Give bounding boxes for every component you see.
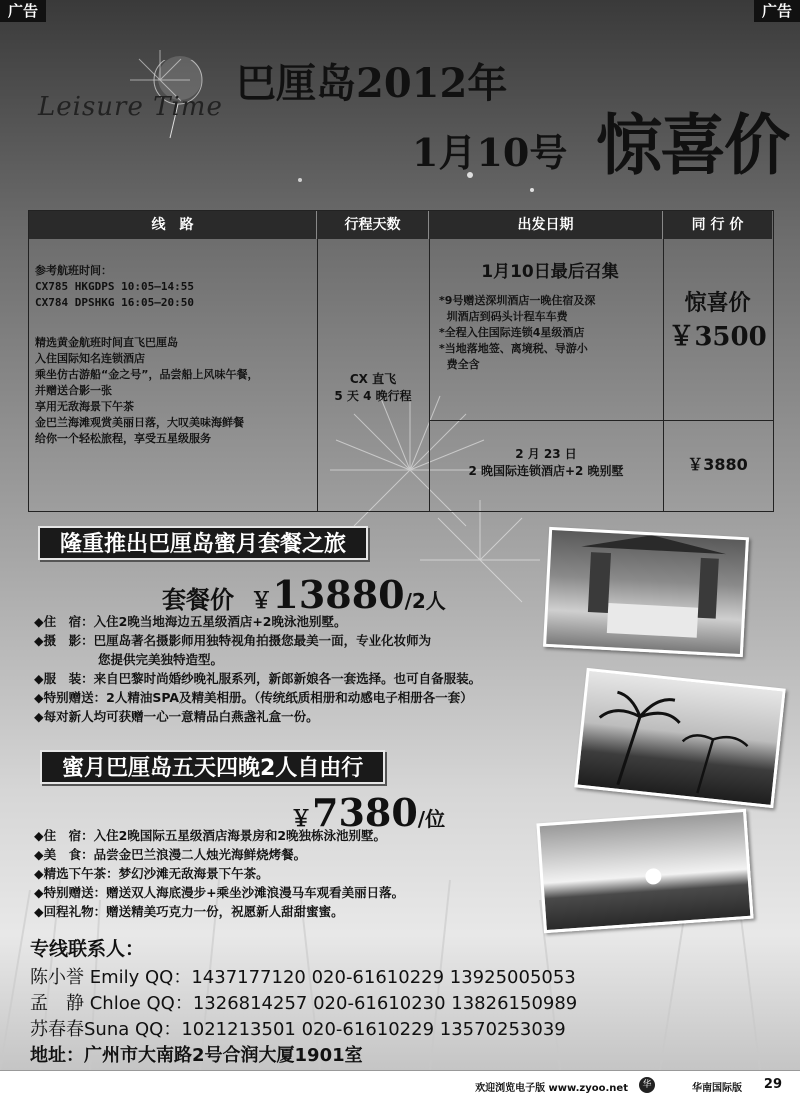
sunset-sea-photo [536, 809, 753, 933]
palm-beach-photo [574, 668, 785, 808]
item-label: ◆摄 影： [34, 633, 94, 648]
highlight-item: 享用无敌海景下午茶 [35, 400, 134, 413]
villa-bedroom-photo [543, 527, 749, 657]
item-label: ◆精选下午茶： [34, 866, 119, 881]
item-label: ◆特别赠送： [34, 690, 107, 705]
contact-row: 苏春春Suna QQ：1021213501 020-61610229 13570253039 [30, 1019, 566, 1040]
item-text: 巴厘岛著名摄影师用独特视角拍摄您最美一面，专业化妆师为 [93, 633, 432, 648]
highlight-item: 给你一个轻松旅程，享受五星级服务 [35, 432, 211, 445]
highlight-item: 入住国际知名连锁酒店 [35, 352, 145, 365]
item-text: 赠送精美巧克力一份，祝愿新人甜甜蜜蜜。 [106, 904, 344, 919]
list-item [34, 845, 404, 864]
bed-icon [546, 530, 749, 657]
price1-label: 惊喜价 [684, 291, 751, 316]
footer [0, 1070, 800, 1100]
flight-label: 参考航班时间： [35, 264, 112, 277]
departure1-cell [439, 261, 661, 373]
price1-cell [663, 289, 772, 355]
leisure-time-logo [30, 60, 230, 150]
ezine-link[interactable]: 欢迎浏览电子版 www.zyoo.net [475, 1083, 628, 1094]
item-text: 2人精油SPA及精美相册。（传统纸质相册和动感电子相册各一套） [106, 690, 473, 705]
honeymoon-price [162, 572, 446, 617]
departure2-note: 2 晚国际连锁酒店+2 晚别墅 [468, 464, 624, 478]
list-item [34, 902, 404, 921]
headline-date: 1月10号 [412, 130, 568, 175]
highlight-item: 精选黄金航班时间直飞巴厘岛 [35, 336, 178, 349]
header-departure: 出发日期 [429, 211, 663, 239]
days-flight: CX 直飞 [349, 372, 397, 386]
item-text: 品尝金巴兰浪漫二人烛光海鲜烧烤餐。 [93, 847, 307, 862]
palm-tree-icon [577, 671, 786, 808]
price-unit: /位 [417, 807, 446, 831]
flight-outbound: CX785 HKGDPS 10:05—14:55 [35, 280, 194, 293]
list-item [34, 688, 481, 707]
item-label: ◆住 宿： [34, 614, 94, 629]
price-unit: /2人 [404, 589, 446, 613]
price2-cell: ￥3880 [687, 455, 748, 474]
header-days: 行程天数 [317, 211, 429, 239]
highlight-item: 金巴兰海滩观赏美丽日落，大叹美味海鲜餐 [35, 416, 244, 429]
flight-return: CX784 DPSHKG 16:05—20:50 [35, 296, 194, 309]
free-travel-items [34, 826, 404, 921]
list-item [34, 707, 481, 726]
header-price: 同 行 价 [663, 211, 772, 239]
sun-icon [540, 812, 754, 934]
price-value: 7380 [312, 790, 418, 835]
departure1-title: 1月10日最后召集 [481, 262, 619, 282]
item-text: 您提供完美独特造型。 [98, 652, 224, 667]
page-number: 29 [763, 1077, 782, 1092]
departure2-cell [429, 446, 663, 480]
headline-year: 巴厘岛2012年 [236, 60, 508, 107]
days-duration: 5 天 4 晚行程 [334, 389, 412, 403]
ad-tag-left: 广告 [0, 0, 46, 22]
ad-tag-right: 广告 [754, 0, 800, 22]
item-label: ◆每对新人均可获赠一心一意精品白燕盏礼盒一份。 [34, 709, 319, 724]
item-label: ◆美 食： [34, 847, 94, 862]
list-item [34, 650, 481, 669]
list-item [34, 883, 404, 902]
price-label: 套餐价 [162, 586, 234, 614]
headline-surprise-price: 惊喜价 [596, 107, 788, 184]
header-route: 线 路 [29, 211, 317, 239]
departure1-note: 费全含 [439, 358, 480, 371]
honeymoon-banner: 隆重推出巴厘岛蜜月套餐之旅 [38, 526, 368, 560]
currency-symbol: ￥ [290, 806, 313, 832]
departure1-note: *全程入住国际连锁4星级酒店 [439, 326, 585, 339]
address: 地址：广州市大南路2号合润大厦1901室 [30, 1045, 363, 1066]
contact-section [30, 934, 577, 1069]
highlight-item: 乘坐仿古游船“金之号”，品尝船上风味午餐， [35, 368, 259, 381]
list-item [34, 826, 404, 845]
departure2-date: 2 月 23 日 [515, 447, 577, 461]
route-table [28, 210, 774, 512]
magazine-name: 华南国际版 [692, 1083, 742, 1094]
row-divider [429, 420, 773, 421]
price-value: 13880 [272, 572, 405, 617]
departure1-note: 圳酒店到码头计程车车费 [439, 310, 568, 323]
item-text: 赠送双人海底漫步+乘坐沙滩浪漫马车观看美丽日落。 [106, 885, 405, 900]
item-text: 入住2晚国际五星级酒店海景房和2晚独栋泳池别墅。 [93, 828, 387, 843]
item-text: 入住2晚当地海边五星级酒店+2晚泳池别墅。 [93, 614, 347, 629]
highlight-item: 并赠送合影一张 [35, 384, 112, 397]
item-text: 来自巴黎时尚婚纱晚礼服系列，新郎新娘各一套选择。也可自备服装。 [93, 671, 482, 686]
honeymoon-items [34, 612, 481, 726]
route-cell [35, 263, 313, 447]
contact-row: 陈小誉 Emily QQ：1437177120 020-61610229 13925005053 [30, 967, 576, 988]
contact-row: 孟 静 Chloe QQ：1326814257 020-61610230 13826150989 [30, 993, 578, 1014]
item-label: ◆特别赠送： [34, 885, 107, 900]
price1-value: ￥3500 [668, 322, 767, 352]
list-item [34, 631, 481, 650]
departure1-note: *9号赠送深圳酒店一晚住宿及深 [439, 294, 596, 307]
list-item [34, 612, 481, 631]
item-text: 梦幻沙滩无敌海景下午茶。 [118, 866, 269, 881]
item-label: ◆住 宿： [34, 828, 94, 843]
item-label: ◆回程礼物： [34, 904, 107, 919]
list-item [34, 669, 481, 688]
departure1-note: *当地落地签、离境税、导游小 [439, 342, 588, 355]
logo-text: Leisure Time [38, 92, 223, 122]
days-cell [317, 371, 429, 405]
magazine-logo-icon: 华 [639, 1077, 655, 1093]
free-travel-banner: 蜜月巴厘岛五天四晚2人自由行 [40, 750, 385, 784]
list-item [34, 864, 404, 883]
currency-symbol: ￥ [250, 588, 273, 614]
item-label: ◆服 装： [34, 671, 94, 686]
contact-title: 专线联系人： [30, 938, 145, 960]
